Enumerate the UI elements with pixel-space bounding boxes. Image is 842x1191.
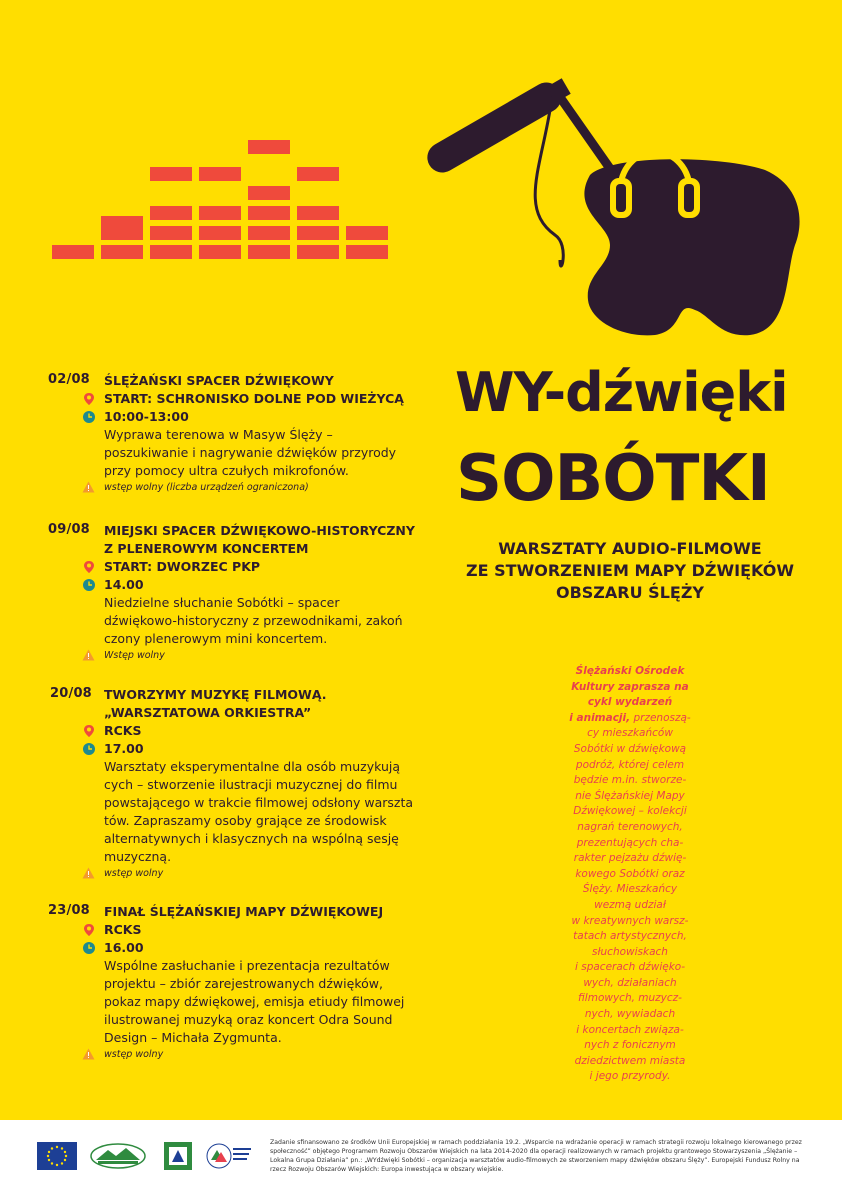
subtitle-line: WARSZTATY AUDIO-FILMOWE [498, 539, 762, 558]
title-line: „WARSZTATOWA ORKIESTRA” [104, 705, 312, 720]
headline-line2: SOBÓTKI [456, 442, 770, 516]
intro-line: będzie m.in. stworze- [573, 774, 687, 787]
intro-line: kowego Sobótki oraz [575, 867, 685, 880]
intro-line: Ślężański Ośrodek [575, 665, 685, 677]
description-line: projektu – zbiór zarejestrowanych dźwięków, [104, 976, 383, 991]
description-line: muzyczną. [104, 849, 172, 864]
location-pin-icon [82, 724, 96, 738]
microphone-headphones-illustration [420, 60, 820, 350]
event-time: 14.00 [104, 577, 144, 592]
equalizer-graphic [0, 0, 400, 270]
clock-icon [82, 578, 96, 592]
intro-text: przenoszą- [633, 711, 691, 724]
intro-line: cy mieszkańców [587, 727, 673, 740]
event-title [104, 522, 424, 558]
description-line: ilustrowanej muzyką oraz koncert Odra Sound [104, 1012, 393, 1027]
event-item [40, 686, 420, 886]
subtitle-line: OBSZARU ŚLĘŻY [555, 583, 705, 602]
description-line: cych – stworzenie ilustracji muzycznej do filmu [104, 777, 398, 792]
description-line: Design – Michała Zygmunta. [104, 1030, 282, 1045]
clock-icon [82, 742, 96, 756]
intro-line: Sobótki w dźwiękową [573, 742, 687, 755]
event-date: 09/08 [48, 522, 90, 537]
leader-logo [164, 1142, 192, 1170]
event-title: ŚLĘŻAŃSKI SPACER DŹWIĘKOWY [104, 373, 334, 388]
event-place: START: SCHRONISKO DOLNE POD WIEŻYCĄ [104, 391, 404, 406]
event-time: 17.00 [104, 741, 144, 756]
subtitle-line: ZE STWORZENIEM MAPY DŹWIĘKÓW [466, 561, 794, 580]
event-description [104, 957, 424, 1047]
headline-line1: WY-dźwięki [455, 361, 788, 424]
event-description [104, 594, 424, 648]
event-date: 20/08 [50, 686, 92, 701]
description-line: Wyprawa terenowa w Masyw Ślęży – [104, 427, 333, 442]
intro-line: cykl wydarzeń [587, 696, 673, 709]
intro-line: w kreatywnych warsz- [571, 914, 689, 927]
event-date: 23/08 [48, 903, 90, 918]
intro-line: podróż, której celem [575, 758, 685, 771]
prow-logo [205, 1140, 253, 1172]
description-line: czony plenerowym mini koncertem. [104, 631, 328, 646]
event-place: RCKS [104, 723, 142, 738]
location-pin-icon [82, 560, 96, 574]
warning-icon [82, 481, 95, 493]
description-line: Warsztaty eksperymentalne dla osób muzykują [104, 759, 401, 774]
description-line: alternatywnych i klasycznych na wspólną sesję [104, 831, 399, 846]
intro-line: słuchowiskach [592, 945, 668, 958]
event-note: wstęp wolny [104, 1049, 164, 1060]
subtitle [440, 538, 820, 604]
description-line: Niedzielne słuchanie Sobótki – spacer [104, 595, 340, 610]
intro-line: nych, wywiadach [584, 1008, 676, 1021]
clock-icon [82, 941, 96, 955]
event-date: 02/08 [48, 372, 90, 387]
event-note: wstęp wolny (liczba urządzeń ograniczona) [104, 482, 309, 493]
intro-line: i jego przyrody. [589, 1070, 671, 1083]
title-line: MIEJSKI SPACER DŹWIĘKOWO-HISTORYCZNY [104, 523, 415, 538]
intro-line: dziedzictwem miasta [574, 1054, 686, 1067]
intro-line: nagrań terenowych, [577, 820, 683, 833]
intro-line: wezmą udział [594, 898, 666, 911]
intro-line: nie Ślężańskiej Mapy [575, 789, 685, 802]
intro-line: filmowych, muzycz- [578, 992, 682, 1005]
funding-notice: Zadanie sfinansowano ze środków Unii Europejskiej w ramach poddziałania 19.2. „Wsparcie na wdrażanie operacji w ramach strategii rozwoju lokalnego kierowanego przez społeczność” objętego Programem Rozwoju Obszarów Wiejskich na lata 2014-2020 dla operacji realizowanych w ramach projektu grantowego Stowarzyszenia „Ślężanie – Lokalna Grupa Działania” pn.: „WYdźwięki Sobótki – organizacja warsztatów audio-filmowych ze stworzeniem mapy dźwięków obszaru Ślęży”. Europejski Fundusz Rolny na rzecz Rozwoju Obszarów Wiejskich: Europa inwestująca w obszary wiejskie. [270, 1139, 802, 1173]
event-item [40, 903, 420, 1063]
intro-line: wych, działaniach [583, 976, 677, 989]
intro-line: Ślęży. Mieszkańcy [582, 883, 678, 896]
event-item [40, 372, 420, 502]
event-description [104, 426, 424, 480]
intro-line [560, 711, 700, 727]
intro-line: i spacerach dźwięko- [574, 961, 685, 974]
intro-paragraph [560, 664, 700, 1085]
title-line: TWORZYMY MUZYKĘ FILMOWĄ. [104, 687, 327, 702]
event-place: START: DWORZEC PKP [104, 559, 261, 574]
description-line: powstającego w trakcie filmowej odsłony warszta [104, 795, 414, 810]
intro-line: prezentujących cha- [576, 836, 684, 849]
event-item [40, 522, 420, 662]
description-line: Wspólne zasłuchanie i prezentacja rezultatów [104, 958, 390, 973]
title-line: Z PLENEROWYM KONCERTEM [104, 541, 309, 556]
warning-icon [82, 649, 95, 661]
footer [0, 1120, 842, 1191]
description-line: tów. Zapraszamy osoby grające ze środowisk [104, 813, 387, 828]
warning-icon [82, 867, 95, 879]
event-note: wstęp wolny [104, 868, 164, 879]
intro-strong: i animacji, [569, 711, 631, 724]
description-line: przy pomocy ultra czułych mikrofonów. [104, 463, 349, 478]
event-note: Wstęp wolny [104, 650, 165, 661]
event-title [104, 686, 424, 722]
slezanie-lgd-logo [90, 1142, 146, 1170]
clock-icon [82, 410, 96, 424]
event-place: RCKS [104, 922, 142, 937]
description-line: pokaz mapy dźwiękowej, emisja etiudy filmowej [104, 994, 405, 1009]
intro-line: nych z fonicznym [584, 1039, 676, 1052]
eu-flag-logo [37, 1142, 77, 1170]
location-pin-icon [82, 923, 96, 937]
description-line: poszukiwanie i nagrywanie dźwięków przyrody [104, 445, 397, 460]
event-description [104, 758, 424, 866]
intro-line: i koncertach związa- [576, 1023, 684, 1036]
event-time: 10:00-13:00 [104, 409, 189, 424]
warning-icon [82, 1048, 95, 1060]
intro-line: Dźwiękowej – kolekcji [573, 805, 687, 818]
intro-line: rakter pejzażu dźwię- [573, 852, 687, 865]
intro-line: Kultury zaprasza na [571, 680, 689, 693]
event-title: FINAŁ ŚLĘŻAŃSKIEJ MAPY DŹWIĘKOWEJ [104, 904, 384, 919]
event-time: 16.00 [104, 940, 144, 955]
intro-line: tatach artystycznych, [573, 930, 687, 943]
description-line: dźwiękowo-historyczny z przewodnikami, zakoń [104, 613, 403, 628]
location-pin-icon [82, 392, 96, 406]
